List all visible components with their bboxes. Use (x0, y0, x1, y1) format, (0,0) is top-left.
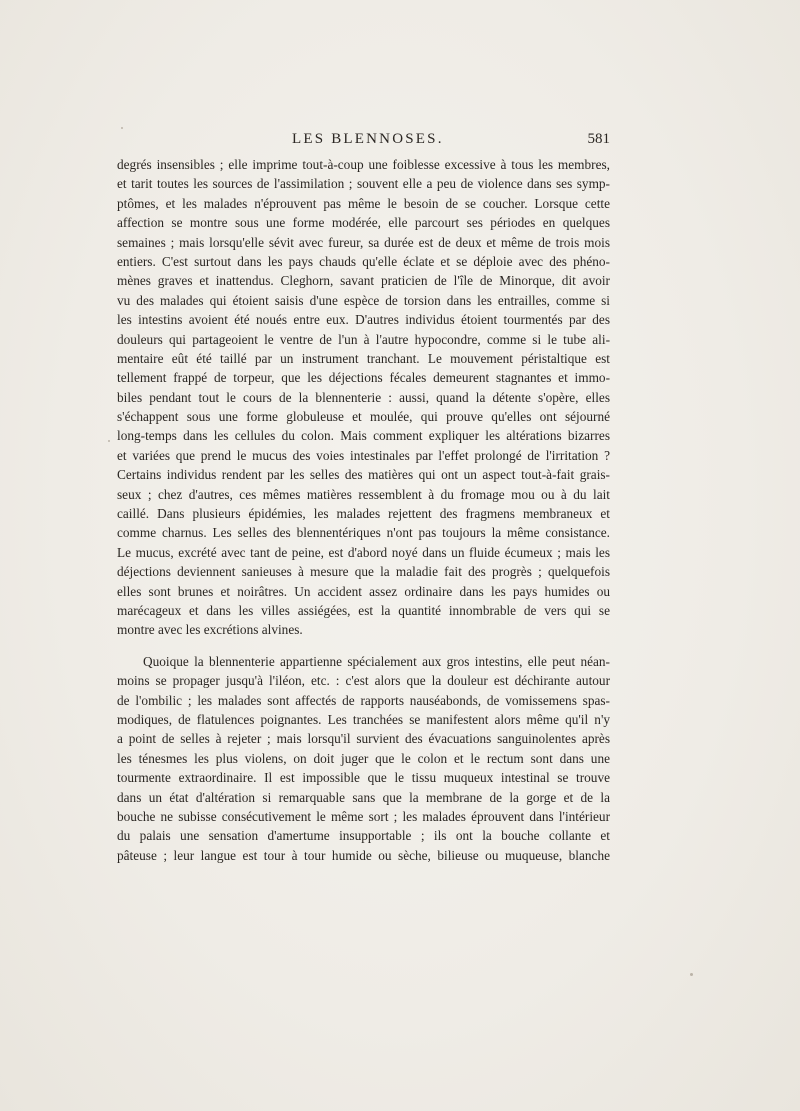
text-line: et variées que prend le mucus des voies intestinales par l'effet prolongé de l'irritation ? (117, 447, 610, 463)
text-line: marécageux et dans les villes assiégées, est la quantité innombrable de vers qui se (117, 602, 610, 618)
text-line: douleurs qui partageoient le ventre de l'un à l'autre hypocondre, comme si le tube ali- (117, 331, 610, 347)
text-line: elles sont brunes et noirâtres. Un accident assez ordinaire dans les pays humides ou (117, 583, 610, 599)
text-line: et tarit toutes les sources de l'assimilation ; souvent elle a peu de violence dans ses symp- (117, 176, 610, 192)
text-line: vu des malades qui étoient saisis d'une espèce de torsion dans les entrailles, comme si (117, 292, 610, 308)
running-title: LES BLENNOSES. (292, 131, 444, 147)
text-line: modiques, de flatulences poignantes. Les tranchées se manifestent alors même qu'il n'y (117, 711, 610, 727)
text-line: du palais une sensation d'amertume insupportable ; ils ont la bouche collante et (117, 828, 610, 844)
text-line: montre avec les excrétions alvines. (117, 622, 303, 638)
text-line: Quoique la blennenterie appartienne spécialement aux gros intestins, elle peut néan- (143, 653, 610, 669)
text-line: degrés insensibles ; elle imprime tout-à-coup une foiblesse excessive à tous les membres, (117, 157, 610, 172)
text-line: comme charnus. Les selles des blennentériques n'ont pas toujours la même consistance. (117, 525, 610, 541)
text-line: les ténesmes les plus violens, on doit juger que le colon et le rectum sont dans une (117, 750, 610, 766)
paragraph-2 (117, 652, 610, 865)
text-line: bouche ne subisse consécutivement le même sort ; les malades éprouvent dans l'intérieur (117, 808, 610, 824)
paper-speck (690, 973, 693, 976)
text-line: dans un état d'altération si remarquable sans que la membrane de la gorge et de la (117, 789, 610, 805)
body-text (117, 155, 610, 865)
paragraph-gap (117, 640, 610, 652)
text-line: moins se propager jusqu'à l'iléon, etc. : c'est alors que la douleur est déchirante autour (117, 673, 610, 689)
text-line: les intestins avoient été noués entre eux. D'autres individus étoient tourmentés par des (117, 312, 610, 328)
text-line: tellement frappé de torpeur, que les déjections fécales demeurent stagnantes et immo- (117, 370, 610, 386)
text-line: caillé. Dans plusieurs épidémies, les malades rejettent des fragmens membraneux et (117, 506, 610, 522)
text-line: affection se montre sous une forme modérée, elle parcourt ses périodes en quelques (117, 215, 610, 231)
text-line: semaines ; mais lorsqu'elle sévit avec fureur, sa durée est de deux et même de trois mois (117, 234, 610, 250)
text-line: pâteuse ; leur langue est tour à tour humide ou sèche, bilieuse ou muqueuse, blanche (117, 847, 610, 863)
text-line: Certains individus rendent par les selles des matières qui ont un aspect tout-à-fait grais- (117, 467, 610, 483)
paper-speck (108, 440, 110, 442)
page-number: 581 (587, 131, 610, 147)
page-header (116, 131, 610, 153)
text-line: tourmente extraordinaire. Il est impossible que le tissu muqueux intestinal se trouve (117, 770, 610, 786)
text-line: mènes graves et inattendus. Cleghorn, savant praticien de l'île de Minorque, dit avoir (117, 273, 610, 289)
text-line: s'échappent sous une forme globuleuse et moulée, qui prouve qu'elles ont séjourné (117, 409, 610, 425)
text-line: déjections deviennent sanieuses à mesure que la maladie fait des progrès ; quelquefois (117, 564, 610, 580)
text-line: entiers. C'est surtout dans les pays chauds qu'elle éclate et se déploie avec des phéno- (117, 253, 610, 269)
text-line: seux ; chez d'autres, ces mêmes matières ressemblent à du fromage mou ou à du lait (117, 486, 610, 502)
text-line: ptômes, et les malades n'éprouvent pas même le besoin de se coucher. Lorsque cette (117, 195, 610, 211)
paragraph-1 (117, 155, 610, 640)
text-line: de l'ombilic ; les malades sont affectés de rapports nauséabonds, de vomissemens spas- (117, 692, 610, 708)
text-line: mentaire eût été taillé par un instrument tranchant. Le mouvement péristaltique est (117, 350, 610, 366)
paper-speck (121, 127, 123, 129)
text-line: biles pendant tout le cours de la blennenterie : aussi, quand la détente s'opère, elles (117, 389, 610, 405)
text-line: a point de selles à rejeter ; mais lorsqu'il survient des évacuations sanguinolentes après (117, 731, 610, 747)
text-line: Le mucus, excrété avec tant de peine, est d'abord noyé dans un fluide écumeux ; mais les (117, 544, 610, 560)
text-line: long-temps dans les cellules du colon. Mais comment expliquer les altérations bizarres (117, 428, 610, 444)
